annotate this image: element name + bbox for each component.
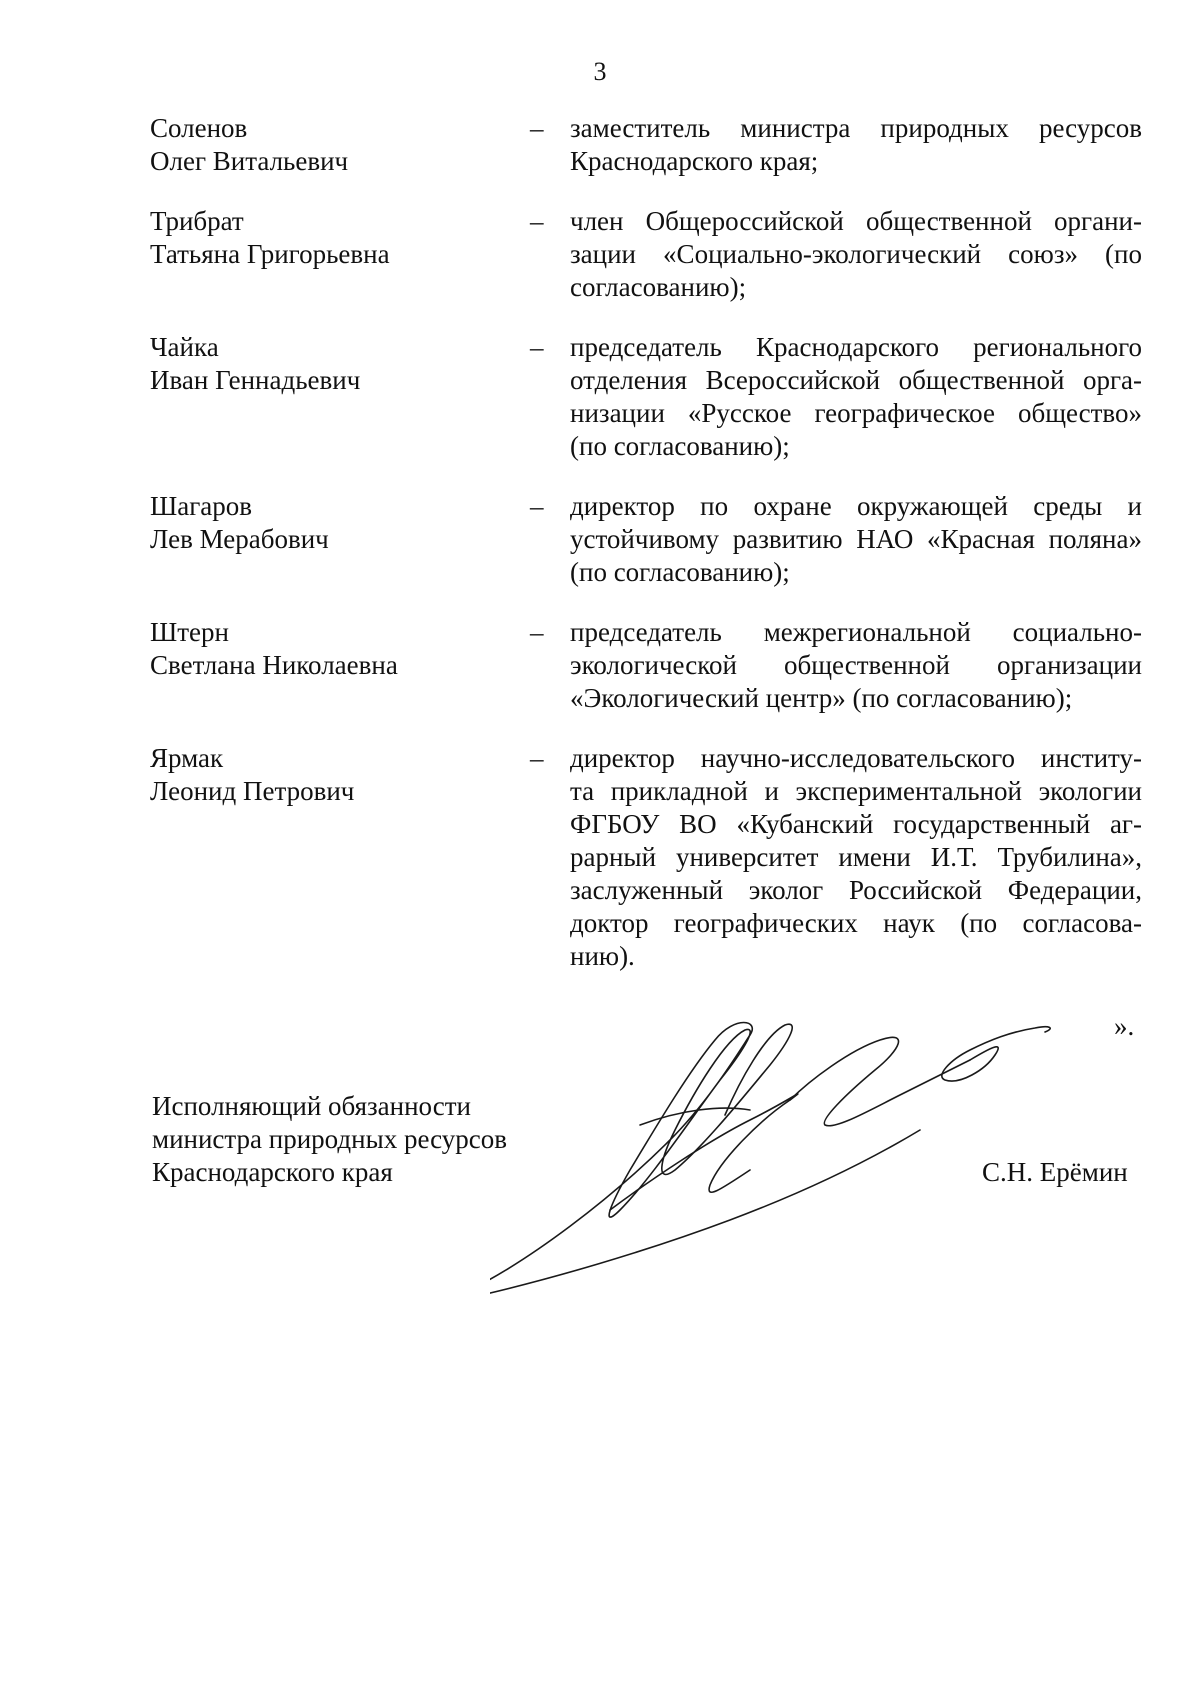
member-role-line: зации «Социально-экологический союз» (по [570, 239, 1142, 269]
member-role-line: заслуженный эколог Российской Федерации, [570, 875, 1142, 905]
member-given-names: Светлана Николаевна [150, 650, 398, 680]
member-role-line: председатель Краснодарского регионального [570, 332, 1142, 362]
member-role [570, 112, 1142, 178]
member-role-line: (по согласованию); [570, 557, 790, 587]
member-role [570, 742, 1142, 973]
member-role-line: доктор географических наук (по согласова- [570, 908, 1142, 938]
member-name [150, 616, 510, 682]
member-row [150, 205, 1150, 304]
signatory-position-line: Краснодарского края [152, 1157, 393, 1187]
signer-name: С.Н. Ерёмин [982, 1157, 1128, 1187]
member-role-line: отделения Всероссийской общественной орга- [570, 365, 1142, 395]
signatory-position-line: Исполняющий обязанности [152, 1091, 471, 1121]
member-role [570, 616, 1142, 715]
member-surname: Трибрат [150, 206, 244, 236]
member-name [150, 112, 510, 178]
member-role-line: низации «Русское географическое общество» [570, 398, 1142, 428]
member-role [570, 331, 1142, 463]
member-surname: Ярмак [150, 743, 224, 773]
member-role-line: нию). [570, 941, 635, 971]
member-given-names: Татьяна Григорьевна [150, 239, 390, 269]
member-name [150, 742, 510, 808]
member-dash: – [530, 491, 544, 521]
member-role-line: рарный университет имени И.Т. Трубилина», [570, 842, 1142, 872]
signatory-position [152, 1090, 532, 1189]
signatory-position-line: министра природных ресурсов [152, 1124, 507, 1154]
member-role-line: председатель межрегиональной социально- [570, 617, 1142, 647]
member-dash: – [530, 113, 544, 143]
member-dash: – [530, 332, 544, 362]
members-list [150, 112, 1150, 973]
closing-quote: ». [1114, 1011, 1135, 1041]
member-given-names: Иван Геннадьевич [150, 365, 361, 395]
member-row [150, 490, 1150, 589]
member-role [570, 490, 1142, 589]
member-role-line: экологической общественной организации [570, 650, 1142, 680]
member-role-line: заместитель министра природных ресурсов [570, 113, 1142, 143]
member-dash: – [530, 743, 544, 773]
member-surname: Соленов [150, 113, 248, 143]
member-role-line: член Общероссийской общественной органи- [570, 206, 1142, 236]
member-dash: – [530, 206, 544, 236]
member-row [150, 616, 1150, 715]
member-role-line: директор научно-исследовательского институ- [570, 743, 1142, 773]
member-given-names: Лев Мерабович [150, 524, 329, 554]
member-surname: Штерн [150, 617, 229, 647]
member-given-names: Леонид Петрович [150, 776, 355, 806]
member-role-line: согласованию); [570, 272, 747, 302]
member-name [150, 205, 510, 271]
member-role-line: ФГБОУ ВО «Кубанский государственный аг- [570, 809, 1142, 839]
member-name [150, 490, 510, 556]
member-surname: Чайка [150, 332, 219, 362]
member-role-line: устойчивому развитию НАО «Красная поляна» [570, 524, 1142, 554]
member-role-line: Краснодарского края; [570, 146, 819, 176]
member-row [150, 331, 1150, 463]
member-role [570, 205, 1142, 304]
member-given-names: Олег Витальевич [150, 146, 349, 176]
member-name [150, 331, 510, 397]
member-role-line: (по согласованию); [570, 431, 790, 461]
member-role-line: та прикладной и экспериментальной экологии [570, 776, 1142, 806]
member-surname: Шагаров [150, 491, 253, 521]
member-role-line: «Экологический центр» (по согласованию); [570, 683, 1073, 713]
member-row [150, 742, 1150, 973]
member-row [150, 112, 1150, 178]
member-dash: – [530, 617, 544, 647]
member-role-line: директор по охране окружающей среды и [570, 491, 1142, 521]
page-number: 3 [593, 57, 607, 86]
